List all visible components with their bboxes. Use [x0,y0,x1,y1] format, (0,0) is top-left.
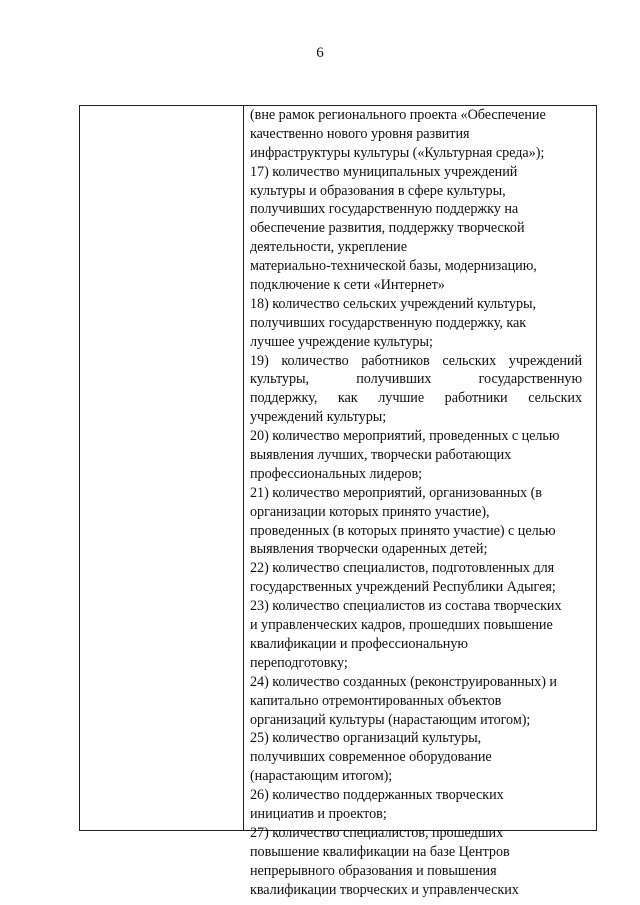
text-line: 21) количество мероприятий, организованных (в [250,484,542,501]
text-line: обеспечение развития, поддержку творческой [250,220,525,237]
text-line: 19) количество работников сельских учреждений [250,352,582,369]
text-line: проведенных (в которых принято участие) с целью [250,522,556,539]
text-line: выявления творчески одаренных детей; [250,541,488,558]
text-line: квалификации и профессиональную [250,635,468,652]
text-line: 17) количество муниципальных учреждений [250,163,518,180]
text-line: получивших государственную поддержку на [250,201,519,218]
text-line: организации которых принято участие), [250,503,490,520]
text-line: переподготовку; [250,654,348,671]
table-right-cell [250,106,590,898]
text-line: (нарастающим итогом); [250,768,393,785]
text-line: подключение к сети «Интернет» [250,277,445,294]
text-line: лучшее учреждение культуры; [250,333,433,350]
text-line: получивших государственную поддержку, как [250,314,527,331]
text-line: организаций культуры (нарастающим итогом); [250,711,531,728]
text-line: 20) количество мероприятий, проведенных с целью [250,428,560,445]
text-line: 25) количество организаций культуры, [250,730,482,747]
page-number: 6 [316,45,324,61]
text-line: профессиональных лидеров; [250,465,423,482]
text-line: инфраструктуры культуры («Культурная среда»); [250,144,545,161]
text-line: 24) количество созданных (реконструированных) и [250,673,557,690]
text-line: повышение квалификации на базе Центров [250,843,510,860]
text-line: учреждений культуры; [250,409,387,426]
text-line: 23) количество специалистов из состава творческих [250,598,562,615]
text-line: деятельности, укрепление [250,239,407,256]
text-line: инициатив и проектов; [250,805,387,822]
text-line: капитально отремонтированных объектов [250,692,502,709]
text-line: выявления лучших, творчески работающих [250,447,512,464]
text-line: качественно нового уровня развития [250,125,470,142]
table-left-cell [80,106,244,830]
text-line: поддержку, как лучшие работники сельских [250,390,582,407]
text-line: материально-технической базы, модернизацию, [250,258,537,275]
text-line: 27) количество специалистов, прошедших [250,824,504,841]
text-line: (вне рамок регионального проекта «Обеспечение [250,107,546,123]
text-line: и управленческих кадров, прошедших повышение [250,617,553,634]
text-line: 22) количество специалистов, подготовленных для [250,560,555,577]
text-line: государственных учреждений Республики Адыгея; [250,579,556,596]
text-line: 26) количество поддержанных творческих [250,787,504,804]
text-line: непрерывного образования и повышения [250,862,497,879]
document-table [79,105,597,898]
text-line: культуры, получивших государственную [250,371,582,388]
text-line: культуры и образования в сфере культуры, [250,182,506,199]
text-line: получивших современное оборудование [250,749,492,766]
text-line: квалификации творческих и управленческих [250,881,519,898]
text-line: 18) количество сельских учреждений культуры, [250,295,536,312]
